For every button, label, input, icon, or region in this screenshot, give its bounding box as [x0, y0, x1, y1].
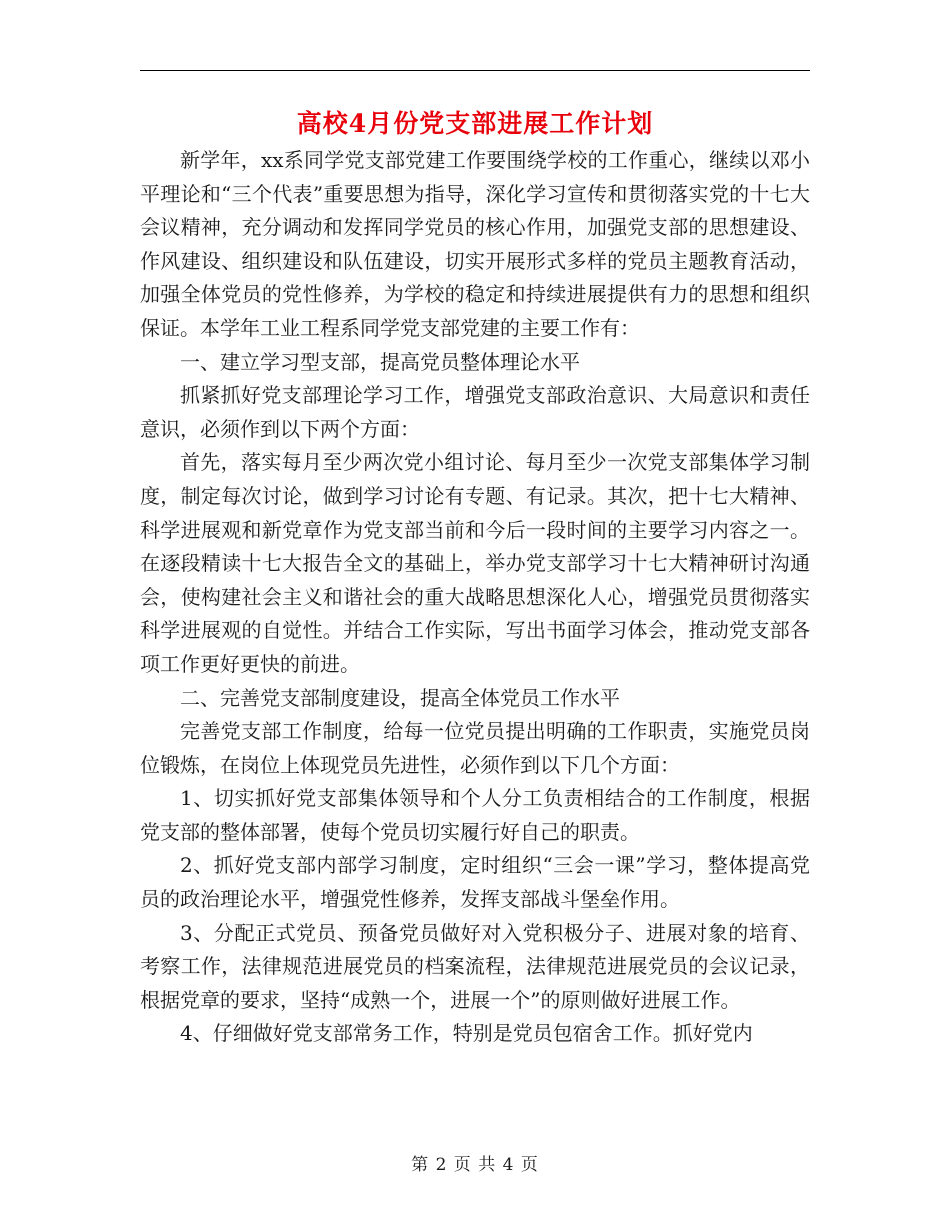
- paragraph-section-1-detail: 首先，落实每月至少两次党小组讨论、每月至少一次党支部集体学习制度，制定每次讨论，做到学习讨论有专题、有记录。其次，把十七大精神、科学进展观和新党章作为党支部当前和今后一段时间的主要学习内容之一。在逐段精读十七大报告全文的基础上，举办党支部学习十七大精神研讨沟通会，使构建社会主义和谐社会的重大战略思想深化人心，增强党员贯彻落实科学进展观的自觉性。并结合工作实际，写出书面学习体会，推动党支部各项工作更好更快的前进。: [140, 450, 810, 676]
- header-rule: [140, 70, 810, 71]
- paragraph-section-2-intro: 完善党支部工作制度，给每一位党员提出明确的工作职责，实施党员岗位锻炼，在岗位上体现党员先进性，必须作到以下几个方面：: [140, 719, 810, 777]
- document-title: 高校4月份党支部进展工作计划: [296, 109, 654, 138]
- list-item-4: 4、仔细做好党支部常务工作，特别是党员包宿舍工作。抓好党内: [180, 1021, 753, 1046]
- list-item-1: 1、切实抓好党支部集体领导和个人分工负责相结合的工作制度，根据党支部的整体部署，使每个党员切实履行好自己的职责。: [140, 786, 810, 844]
- section-heading-2: 二、完善党支部制度建设，提高全体党员工作水平: [180, 685, 620, 710]
- section-heading-1: 一、建立学习型支部，提高党员整体理论水平: [180, 349, 580, 374]
- paragraph-section-1-intro: 抓紧抓好党支部理论学习工作，增强党支部政治意识、大局意识和责任意识，必须作到以下两个方面：: [140, 383, 810, 441]
- document-body: [140, 144, 810, 1051]
- page-number: 第 2 页 共 4 页: [411, 1155, 539, 1175]
- paragraph-intro: 新学年，xx系同学党支部党建工作要围绕学校的工作重心，继续以邓小平理论和“三个代表”重要思想为指导，深化学习宣传和贯彻落实党的十七大会议精神，充分调动和发挥同学党员的核心作用，加强党支部的思想建设、作风建设、组织建设和队伍建设，切实开展形式多样的党员主题教育活动，加强全体党员的党性修养，为学校的稳定和持续进展提供有力的思想和组织保证。本学年工业工程系同学党支部党建的主要工作有：: [140, 148, 810, 340]
- list-item-2: 2、抓好党支部内部学习制度，定时组织“三会一课”学习，整体提高党员的政治理论水平，增强党性修养，发挥支部战斗堡垒作用。: [140, 853, 810, 912]
- list-item-3: 3、分配正式党员、预备党员做好对入党积极分子、进展对象的培育、考察工作，法律规范进展党员的档案流程，法律规范进展党员的会议记录，根据党章的要求，坚持“成熟一个，进展一个”的原则做好进展工作。: [140, 920, 810, 1012]
